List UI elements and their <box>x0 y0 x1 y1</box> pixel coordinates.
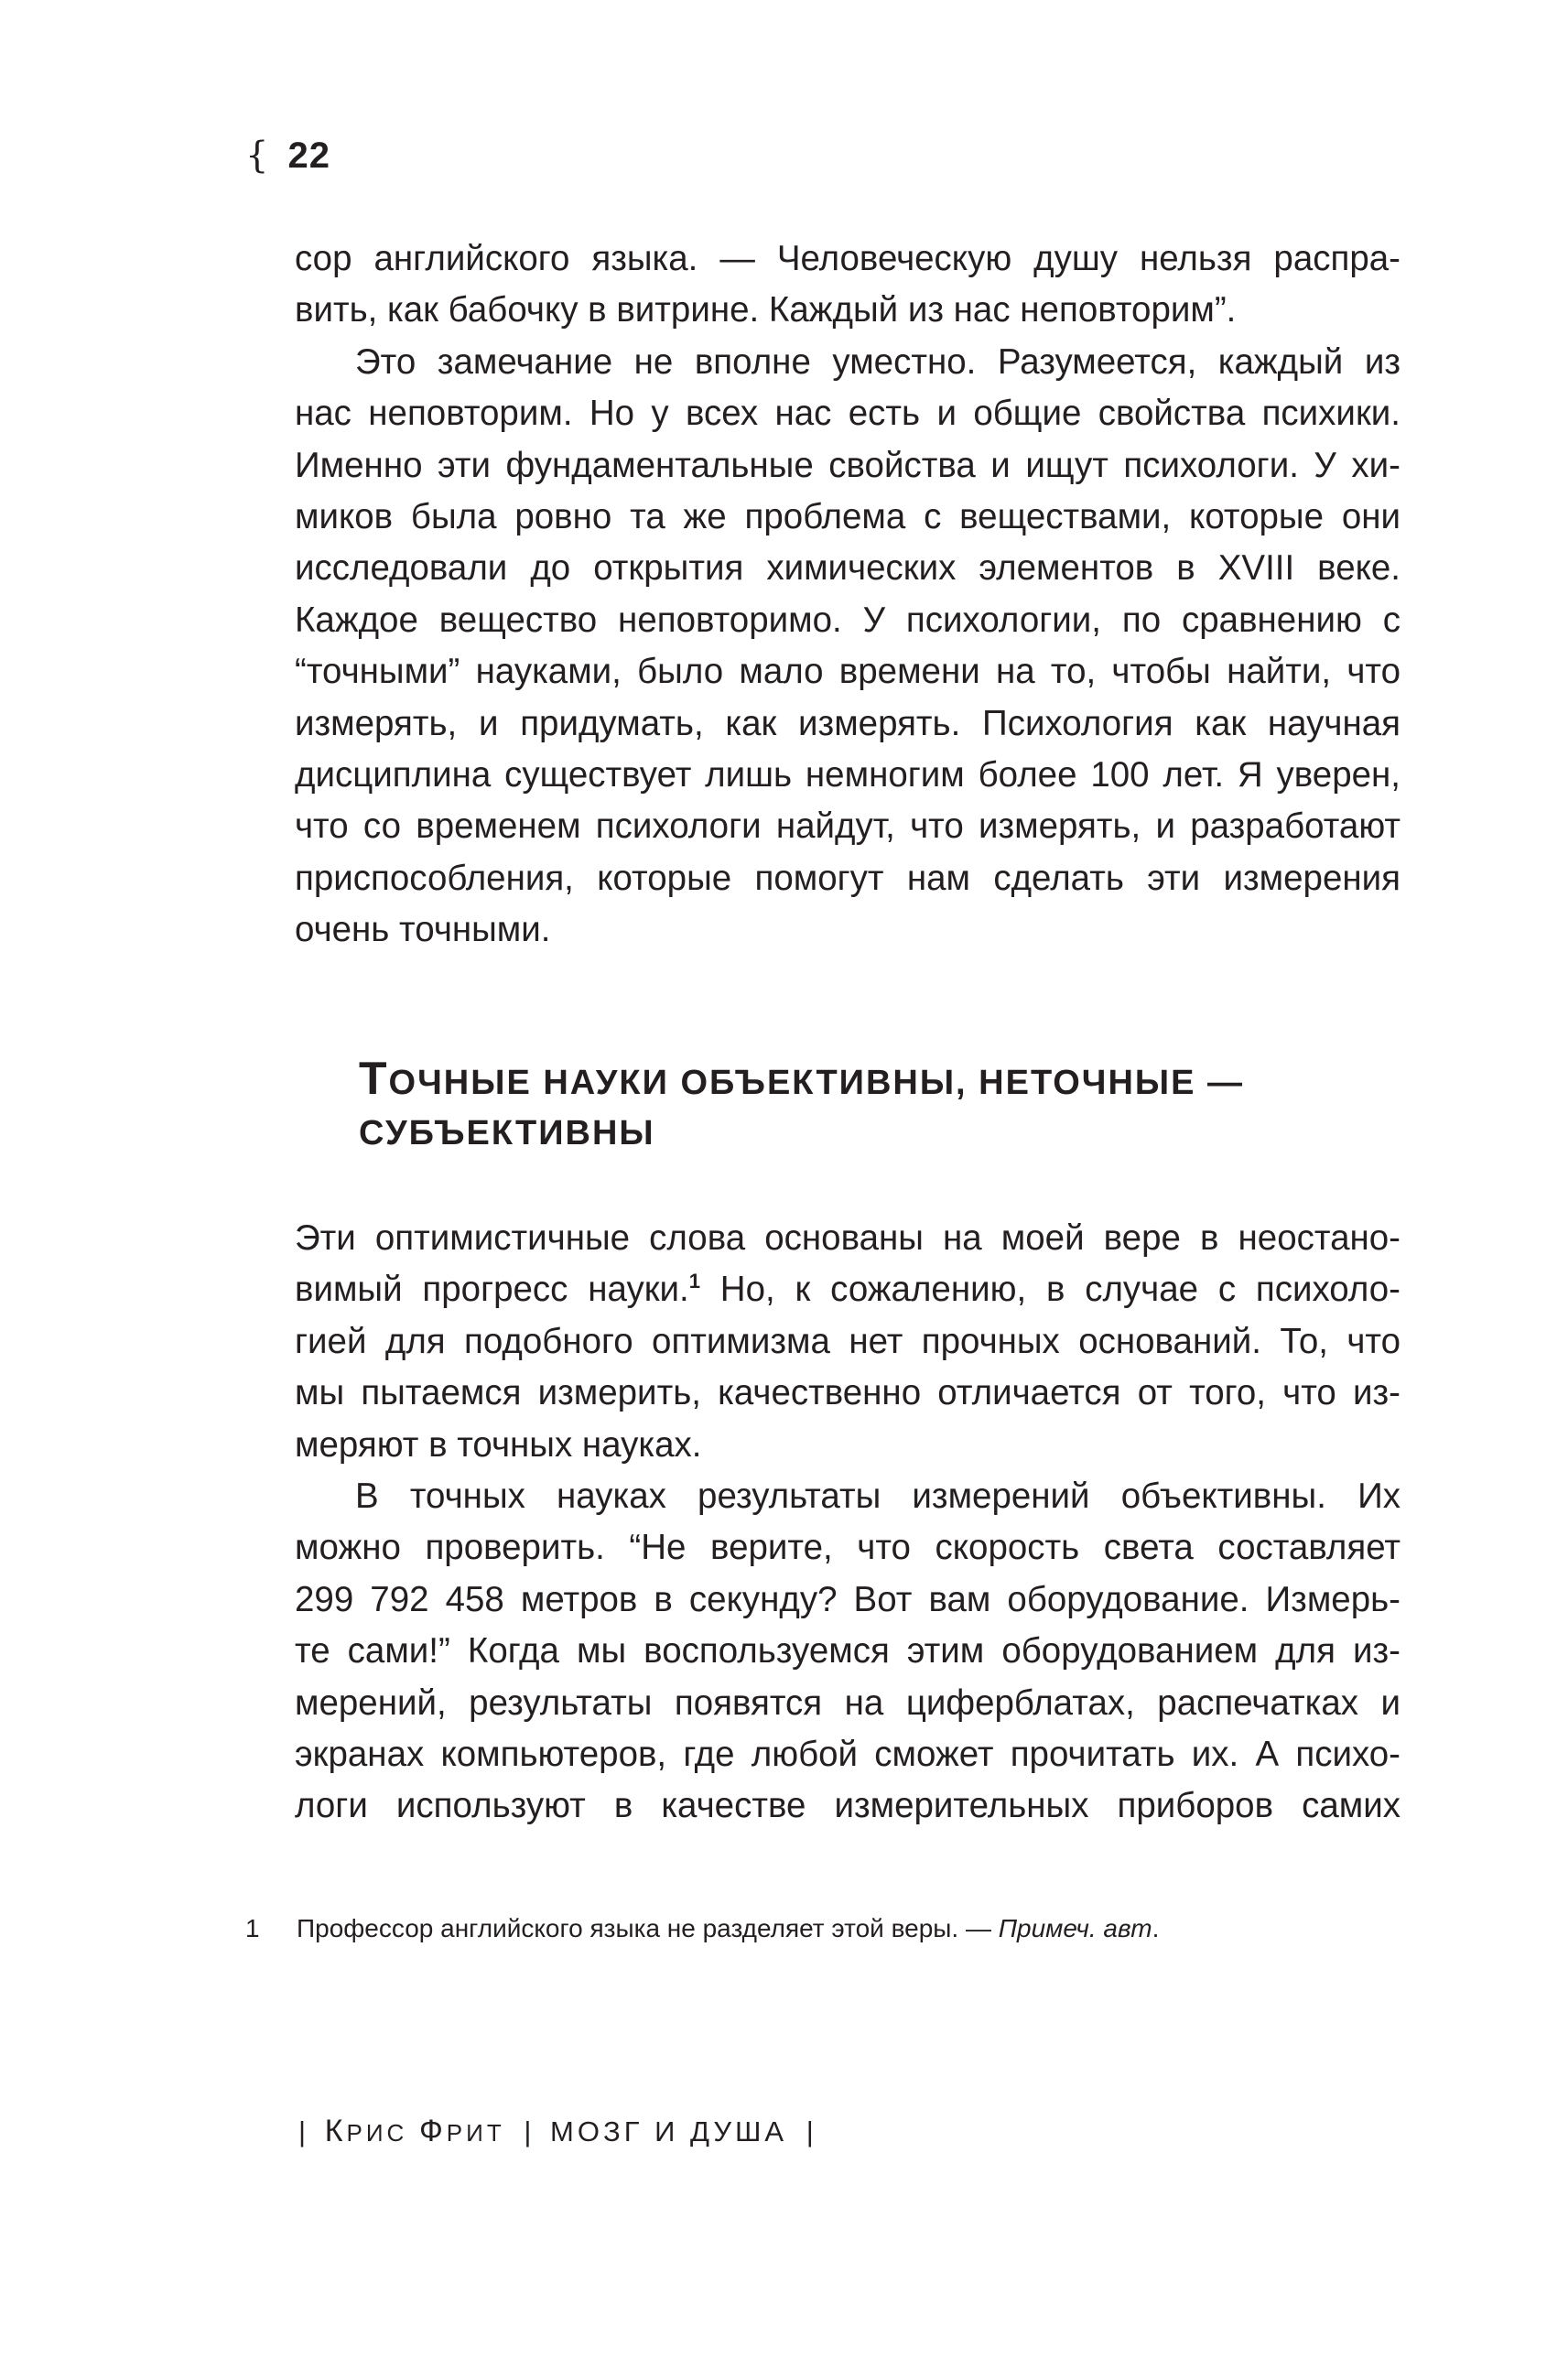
text-line: 299 792 458 метров в секунду? Вот вам оборудование. Измерь- <box>295 1579 1400 1619</box>
text-line: сор английского языка. — Человеческую душу нельзя распра- <box>295 239 1400 278</box>
heading-line-2-text: СУБЪЕКТИВНЫ <box>359 1114 655 1152</box>
footer-book-title: МОЗГ И ДУША <box>550 2115 788 2147</box>
page-number-ornament: { <box>245 135 270 177</box>
heading-initial: Т <box>359 1053 389 1104</box>
page-number <box>245 135 330 177</box>
text-line: исследовали до открытия химических элементов в XVIII веке. <box>295 548 1400 589</box>
text-fragment: вимый прогресс науки. <box>295 1270 689 1310</box>
footer-separator: | <box>524 2115 532 2147</box>
text-line-with-note <box>295 1264 1400 1315</box>
text-line: мы пытаемся измерить, качественно отличается от того, что из- <box>295 1373 1400 1413</box>
text-line: те сами!” Когда мы воспользуемся этим оборудованием для из- <box>295 1631 1400 1671</box>
heading-line-1 <box>359 1053 1384 1104</box>
author-first-rest: РИС <box>346 2119 408 2147</box>
text-line: измерять, и придумать, как измерять. Психология как научная <box>295 703 1400 743</box>
text-line: можно проверить. “Не верите, что скорость света составляет <box>295 1528 1400 1568</box>
heading-line-2 <box>359 1104 1384 1155</box>
text-line: вить, как бабочку в витрине. Каждый из нас неповторим”. <box>295 290 1237 330</box>
text-line: приспособления, которые помогут нам сделать эти измерения <box>295 858 1400 898</box>
text-line: логи используют в качестве измерительных приборов самих <box>295 1786 1400 1826</box>
footer-separator: | <box>298 2115 307 2147</box>
footnote-number: 1 <box>245 1914 260 1942</box>
text-fragment: Но, к сожалению, в случае с психоло- <box>700 1270 1401 1310</box>
text-line: Это замечание не вполне уместно. Разумеется, каждый из <box>355 341 1400 382</box>
text-line: мерений, результаты появятся на циферблатах, распечатках и <box>295 1682 1400 1723</box>
heading-rest: ОЧНЫЕ НАУКИ ОБЪЕКТИВНЫ, НЕТОЧНЫЕ — <box>388 1064 1245 1102</box>
footnote-end: . <box>1152 1914 1160 1942</box>
footer-author <box>325 2115 505 2147</box>
text-line: В точных науках результаты измерений объективны. Их <box>355 1476 1400 1516</box>
page-number-value: 22 <box>287 135 330 176</box>
footnote-attribution: Примеч. авт <box>998 1914 1152 1942</box>
text-line: “точными” науками, было мало времени на то, чтобы найти, что <box>295 652 1400 692</box>
footnote-text: Профессор английского языка не разделяет этой веры. — <box>297 1914 999 1942</box>
footnote <box>245 1913 1159 1944</box>
body-text-top <box>295 233 1400 956</box>
footnote-reference[interactable]: 1 <box>688 1270 701 1293</box>
text-line: экранах компьютеров, где любой сможет прочитать их. А психо- <box>295 1734 1400 1774</box>
text-line: Эти оптимистичные слова основаны на моей вере в неостано- <box>295 1218 1400 1258</box>
text-line: что со временем психологи найдут, что измерять, и разработают <box>295 806 1400 847</box>
body-text-bottom <box>295 1213 1400 1833</box>
author-last-initial: Ф <box>418 2114 447 2148</box>
text-line: Каждое вещество неповторимо. У психологии, по сравнению с <box>295 600 1400 640</box>
author-first-initial: К <box>324 2114 347 2148</box>
text-line: дисциплина существует лишь немногим более 100 лет. Я уверен, <box>295 754 1400 795</box>
author-last-rest: РИТ <box>446 2119 505 2147</box>
section-heading <box>359 1053 1384 1155</box>
text-line: очень точными. <box>295 910 551 950</box>
text-line: нас неповторим. Но у всех нас есть и общие свойства психики. <box>295 394 1400 434</box>
running-footer <box>291 2113 821 2151</box>
text-line: гией для подобного оптимизма нет прочных оснований. То, что <box>295 1321 1400 1361</box>
text-line: миков была ровно та же проблема с веществами, которые они <box>295 496 1400 536</box>
text-line: меряют в точных науках. <box>295 1424 702 1465</box>
text-line: Именно эти фундаментальные свойства и ищут психологи. У хи- <box>295 445 1400 485</box>
footer-separator: | <box>806 2115 814 2147</box>
